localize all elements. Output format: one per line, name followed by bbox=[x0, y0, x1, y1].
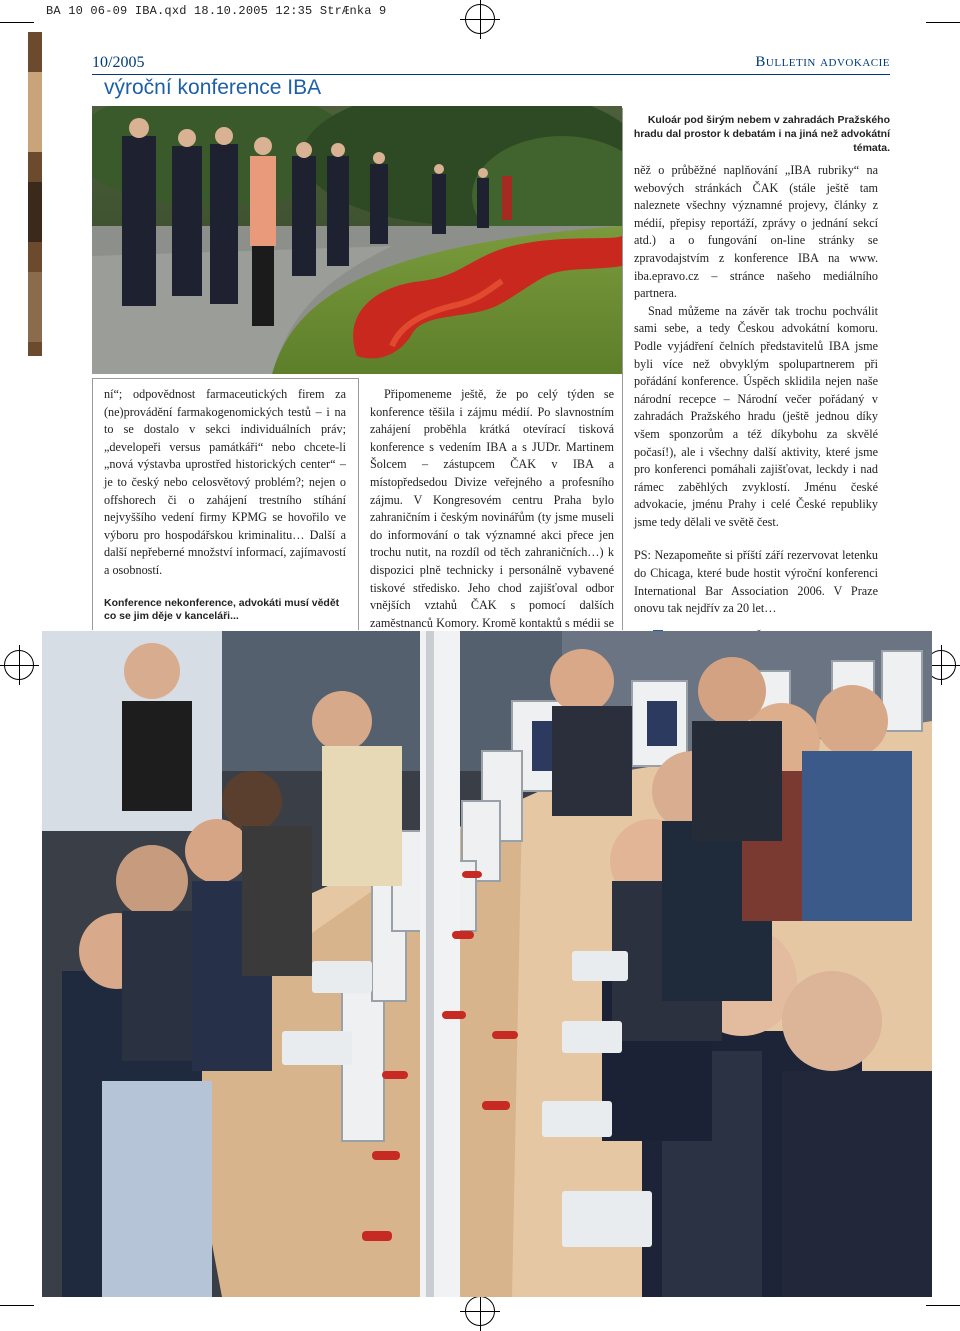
registration-mark-icon bbox=[465, 1296, 495, 1326]
registration-mark-icon bbox=[465, 4, 495, 34]
issue-number: 10/2005 bbox=[92, 54, 145, 71]
paragraph: Připomeneme ještě, že po celý týden se konference těšila i zájmu médií. Po slavnostním zahájení proběhla krátká otevírací tisková konference s vedením IBA a s JUDr. Martinem Šolcem – zástupcem ČAK v IBA a místopředsedou Divize veřejného a profesního zájmu. V Kongresovém centru Praha bylo zahraničním i českým novinářům (ty jsme museli do informování o tak významné akci přece jen trochu nutit, na rozdíl od těch zahraničních…) k dispozici plně technicky i personálně vybavené tiskové středisko. Jeho chod zajišťoval odbor vnějších vztahů ČAK s pomocí dalších zaměstnanců Komory. Kromě kontaktů s médii se bbox=[370, 387, 614, 630]
registration-mark-icon bbox=[4, 650, 34, 680]
postscript: PS: Nezapomeňte si příští září rezervovat letenku do Chicaga, které bude hostit výroční konferenci International Bar Association 2006. V Praze onovu tak nejdřív za 20 let… bbox=[634, 548, 878, 616]
column-rule bbox=[622, 108, 623, 630]
article-column-3 bbox=[634, 162, 878, 667]
garden-photo bbox=[92, 106, 622, 374]
crop-mark bbox=[926, 22, 960, 23]
article-column-1 bbox=[104, 386, 346, 580]
column-rule bbox=[92, 378, 93, 630]
bottom-photo-caption: Konference nekonference, advokáti musí vědět co se jim děje v kanceláři... bbox=[104, 597, 340, 622]
crop-mark bbox=[926, 1305, 960, 1306]
paragraph: něž o průběžné naplňování „IBA rubriky“ na webových stránkách ČAK (stále ještě tam naleznete všechny významné projevy, články z médií, přepisy reportáží, zprávy o jednání sekcí atd.) a o fungování on-line stránky se zpravodajstvím z konference IBA na www. iba.epravo.cz – stránce našeho mediálního partnera. bbox=[634, 163, 878, 301]
column-rule bbox=[358, 378, 359, 630]
crop-mark bbox=[0, 22, 34, 23]
edge-photo-strip bbox=[28, 32, 42, 356]
column-rule bbox=[92, 378, 358, 379]
top-photo-caption: Kuloár pod širým nebem v zahradách Pražského hradu dal prostor k debatám i na jiná než advokátní témata. bbox=[633, 114, 890, 154]
publication-name: Bulletin advokacie bbox=[755, 54, 890, 70]
conference-photo bbox=[42, 631, 932, 1297]
article-column-2 bbox=[370, 386, 614, 650]
paragraph: Snad můžeme na závěr tak trochu pochválit sami sebe, a tedy Českou advokátní komoru. Podle vyjádření čelních představitelů IBA jsme byli více než obvyklým spolupartnerem při pořádání konference. Úspěch sklidila nejen naše národní recepce – Národní večer pořádaný v zahradách Pražského hradu (ještě jednou díky všem sponzorům a též díkybohu za skvělé počasí!), ale i všechny další aktivity, které jsme pro konferenci pomáhali zajišťovat, leckdy i nad rámec zaběhlých zvyklostí. Jménu české advokacie, jménu Prahy i celé České republiky jsme tedy dělali ve světě čest. bbox=[634, 303, 878, 529]
paragraph: ní“; odpovědnost farmaceutických firem za (ne)provádění farmakogenomických testů – i na to se dostalo v sekci individuálních práv; „developeři versus památkáři“ nebo chcete-li „nová výstavba uprostřed historických center“ – je to český nebo celosvětový problém?; nejen o offshorech či o zahájení trestního stíhání nejvyššího vedení firmy KPMG se hovořilo ve výboru pro hospodářskou kriminalitu… Další a další nepřeberné množství informací, zajímavostí a osobností. bbox=[104, 387, 346, 577]
header-rule bbox=[92, 74, 890, 75]
print-slug: BA 10 06-09 IBA.qxd 18.10.2005 12:35 StrÆnka 9 bbox=[46, 4, 387, 18]
crop-mark bbox=[0, 1305, 34, 1306]
section-title: výroční konference IBA bbox=[104, 76, 322, 99]
